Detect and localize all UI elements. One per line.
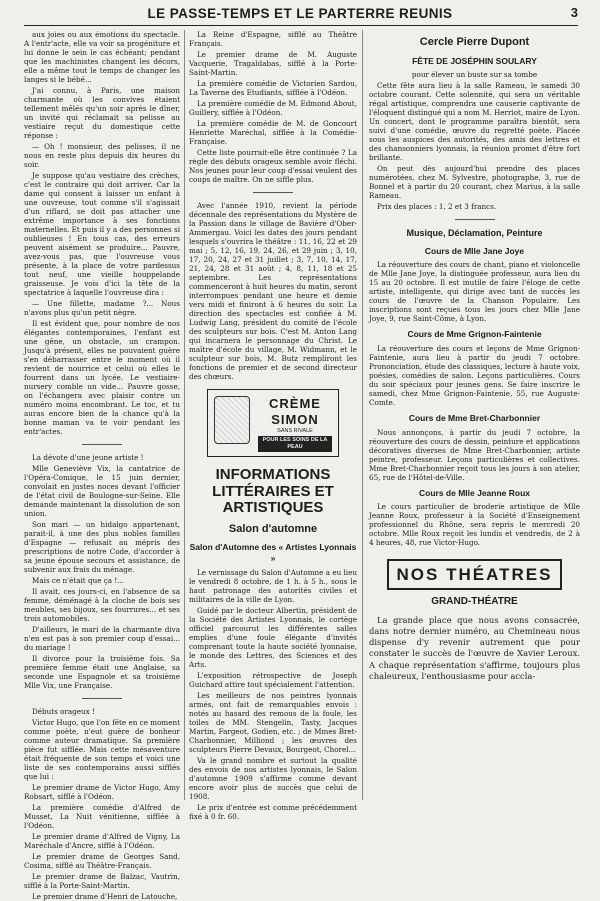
paragraph: Le premier drame de Balzac, Vautrin, sifflé à la Porte-Saint-Martin. xyxy=(24,872,180,890)
column-1 xyxy=(24,30,180,901)
section-title: INFORMATIONS LITTÉRAIRES ET ARTISTIQUES xyxy=(212,466,334,516)
paragraph: La Reine d'Espagne, sifflé au Théâtre Français. xyxy=(189,30,357,48)
paragraph: J'ai connu, à Paris, une maison charmante où les convives étaient tellement mêlés qu'un soir après le dîner, un invité qui réclamait sa pelisse au vestiaire reçut du domestique cette réponse : xyxy=(24,86,180,140)
paragraph: Le premier drame de Victor Hugo, Amy Robsart, sifflé à l'Odéon. xyxy=(24,783,180,801)
paragraph: — Oh ! monsieur, des pelisses, il ne nous en reste plus depuis dix heures du soir. xyxy=(24,142,180,169)
column-2 xyxy=(189,30,357,821)
cercle-title: Cercle Pierre Dupont xyxy=(419,36,530,48)
paragraph: Mlle Geneviève Vix, la cantatrice de l'Opéra-Comique, le 15 juin dernier, convolait en justes noces devant l'officier de l'état civil de Boulogne-sur-Seine. Elle demande maintenant la dissolution de son union. xyxy=(24,464,180,518)
paragraph: La réouverture des cours et leçons de Mme Grignon-Faintenie, aura lieu à partir du jeudi 7 octobre. Prononciation, étude des classiques, lecture à haute voix, poésies, comédies de salon. Leçons particulières. Cours du soir spéciaux pour jeunes gens. Se faire inscrire le samedi, chez Mme Grignon-Faintenie, 55, rue Auguste-Comte. xyxy=(369,343,580,407)
paragraph: Avec l'année 1910, revient la période décennale des représentations du Mystère de la Passion dans le village de Bavière d'Ober-Ammergau. Voici les dates des jours pendant lesquels s'ouvrira le théâtre : 11, 16, 22 et 29 mai ; 5, 12, 16, 19, 24, 26, et 29 juin ; 3, 10, 17, 20, 24, 27 et 31 juillet ; 3, 7, 10, 14, 17, 21, 24, 28 et 31 août ; 4, 8, 11, 18 et 25 septembre. Les représentations commenceront à huit heures du matin, seront interrompues pendant une heure et demie vers midi et finiront à 6 heures du soir. La direction des spectacles est confiée à M. Ludwig Lang, président du comité de l'école des sculpteurs sur bois. C'est M. Anton Lang qui incarnera le personnage du Christ. Le maître d'école du village, M. Widmann, et le sculpteur sur bois, M. Butz rempliront les fonctions de premier et de second directeur des chœurs. xyxy=(189,201,357,381)
paragraph: La dévote d'une jeune artiste ! xyxy=(32,453,144,462)
separator xyxy=(455,219,495,220)
paragraph: Le premier drame de M. Auguste Vacquerie, Tragaldabas, sifflé à la Porte-Saint-Martin. xyxy=(189,50,357,77)
fete-subtitle: pour élever un buste sur sa tombe xyxy=(411,70,538,80)
column-divider xyxy=(184,30,185,800)
paragraph: Cette liste pourrait-elle être continuée ? La règle des débuts orageux semble avoir fléchi. Nos jeunes pour leur coup d'essai veulent des coups de maître. On ne siffle plus. xyxy=(189,148,357,184)
separator xyxy=(253,192,293,193)
paragraph: La première comédie de M. de Goncourt Henriette Maréchal, sifflée à la Comédie-Française. xyxy=(189,119,357,146)
creme-simon-advertisement xyxy=(207,389,339,457)
paragraph: La réouverture des cours de chant, piano et violoncelle de Mlle Jane Joye, la distinguée professeur, aura lieu du 15 au 20 octobre. Il est inutile de faire l'éloge de cette artiste, intelligente, qui dirige avec tant de succès les cours de l'œuvre de la Chanson Populaire. Les inscriptions sont reçues tous les jours chez Mlle Jane Joye, 9, rue Saint-Côme, à Lyon. xyxy=(369,260,580,324)
paragraph: aux joies ou aux émotions du spectacle. A l'entr'acte, elle va voir sa progéniture et lui donne le sein le cas échéant; pendant que les machinistes changent les décors, elle a même tout le temps de changer les langes si le bébé... xyxy=(24,30,180,84)
paragraph: Cette fête aura lieu à la salle Rameau, le samedi 30 octobre courant. Cette solennité, qui sera un véritable régal artistique, comprendra une causerie captivante de l'éloquent distingué qui a nom M. Herriot, maire de Lyon. Un concert, dont le programme paraîtra bientôt, sera suivi d'une comédie, œuvre du regretté poète. Placée sous les auspices des autorités, des amis des lettres et des chansonniers lyonnais, la réunion promet d'être fort brillante. xyxy=(369,81,580,163)
paragraph: Son mari — un hidalgo appartenant, parait-il, à une des plus nobles familles d'Espagne — refusait au mépris des prescriptions de notre Code, d'accorder à sa jeune épouse secours et assistance, de subvenir aux frais du ménage. xyxy=(24,520,180,574)
column-divider xyxy=(362,30,363,800)
paragraph: Le prix d'entrée est comme précédemment fixé à 0 fr. 60. xyxy=(189,802,357,821)
cours-title: Cours de Mme Grignon-Faintenie xyxy=(407,329,542,340)
newspaper-title: LE PASSE-TEMPS ET LE PARTERRE REUNIS xyxy=(147,6,453,21)
paragraph: Le vernissage du Salon d'Automne a eu lieu le vendredi 8 octobre, de 1 h. à 5 h., sous le haut patronage des autorités civiles et militaires de la ville de Lyon. xyxy=(189,567,357,604)
page-number: 3 xyxy=(570,5,578,20)
paragraph: Il avait, ces jours-ci, en l'absence de sa femme, déménagé à la cloche de bois ses meubles, ses bijoux, ses fourrures... et ses trois automobiles. xyxy=(24,587,180,623)
paragraph: Le premier drame d'Henri de Latouche, xyxy=(32,892,178,901)
header-rule xyxy=(24,25,578,26)
cours-title: Cours de Mlle Jeanne Roux xyxy=(419,487,530,498)
paragraph: Va le grand nombre et surtout la qualité des envois de nos artistes lyonnais, le Salon d'automne 1909 s'affirme comme devant encore avoir plus de succès que celui de 1908. xyxy=(189,755,357,801)
paragraph: La grande place que nous avons consacrée, dans notre dernier numéro, au Chemineau nous dispense d'y revenir autrement que pour constater le succès de l'œuvre de Xavier Leroux. A chaque représentation s'affirme, toujours plus chaleureux, l'enthousiasme pour accla- xyxy=(369,614,580,681)
paragraph: La première comédie de M. Edmond About, Guillery, sifflée à l'Odéon. xyxy=(189,99,357,117)
paragraph: La première comédie de Victorien Sardou, La Taverne des Etudiants, sifflée à l'Odéon. xyxy=(189,79,357,97)
column-3 xyxy=(369,30,580,802)
paragraph: L'exposition rétrospective de Joseph Guichard attire tout spécialement l'attention. xyxy=(189,670,357,689)
ad-line-3: SANS RIVALE xyxy=(277,428,313,434)
ad-line-4: POUR LES SOINS DE LA PEAU xyxy=(258,436,332,452)
nos-theatres-title: NOS THÉATRES xyxy=(387,559,563,590)
jar-icon xyxy=(214,396,250,444)
paragraph: Le premier drame d'Alfred de Vigny, La Maréchale d'Ancre, sifflé à l'Odéon. xyxy=(24,832,180,850)
paragraph: Débuts orageux ! xyxy=(32,707,95,716)
paragraph: Nous annonçons, à partir du jeudi 7 octobre, la réouverture des cours de dessin, peinture et applications décoratives diverses de Mme Bret-Charbonnier, artiste peintre, professeur. Leçons particulières et collectives. Mme Bret-Charbonnier reçoit tous les jours à son atelier, 65, rue de l'Hôtel-de-Ville. xyxy=(369,427,580,482)
paragraph: Il est évident que, pour nombre de nos élégantes contemporaines, l'enfant est une gêne, un obstacle, un crampon. Jusqu'à présent, elles ne pouvaient guère s'en débarrasser entre le moment où il revient de nourrice et celui où elles le fourrent dans un lycée. Le vestiaire-nursery comble un vide... Pauvre gosse, on l'échangera avec plaisir contre un numéro moins encombrant. Le toc, et tu auras encore bien de la chance qu'à la bonne maman va te voir pendant les entr'actes. xyxy=(24,319,180,436)
paragraph: Victor Hugo, que l'on fête en ce moment comme poète, n'eut guère de bonheur comme auteur dramatique. Sa première pièce fut sifflée. Mais cette mésaventure était fréquente de son temps et voici une liste de ses contemporains aussi sifflés que lui : xyxy=(24,718,180,781)
paragraph: D'ailleurs, le mari de la charmante diva n'en est pas à son premier coup d'essai... du mariage ! xyxy=(24,625,180,652)
cours-title: Cours de Mlle Jane Joye xyxy=(424,245,525,256)
salon-subtitle: Salon d'Automne des « Artistes Lyonnais » xyxy=(189,542,357,563)
paragraph: Le premier drame de Georges Sand, Cosima, sifflé au Théâtre-Français. xyxy=(24,852,180,870)
ad-line-1: CRÈME xyxy=(269,396,321,411)
paragraph: Il divorce pour la troisième fois. Sa première femme était une Anglaise, sa seconde une Espagnole et sa troisième Mlle Vix, une Française. xyxy=(24,654,180,690)
musique-title: Musique, Déclamation, Peinture xyxy=(406,228,543,239)
paragraph: Je suppose qu'au vestiaire des crèches, c'est le contraire qui doit arriver. Car la dame qui consent à laisser un enfant à une ouvreuse, tout comme s'il s'agissait d'un riflard, se doit pas attacher une extrême importance à ses fonctions maternelles. Et puis il y a des personnes si oublieuses ! En tous cas, des erreurs peuvent aisément se produire... Pauvre, avez-vous pas, que l'ouvreuse vous présente, à la place de votre pardessus tout neuf, une vieille houppelande graisseuse. Je vois d'ici la tête de la spectatrice à laquelle l'ouvreuse dira : xyxy=(24,171,180,297)
paragraph: La première comédie d'Alfred de Musset, La Nuit vénitienne, sifflée à l'Odéon. xyxy=(24,803,180,830)
fete-title: FÊTE DE JOSÉPHIN SOULARY xyxy=(412,55,537,66)
paragraph: Guidé par le docteur Albertin, président de la Société des Artistes Lyonnais, le cortège officiel parcourut les différentes salles emplies d'une foule élégante d'invités comprenant toute la haute société lyonnaise, le monde des Lettres, des Sciences et des Arts. xyxy=(189,605,357,669)
separator xyxy=(82,444,122,445)
paragraph: On peut dès aujourd'hui prendre des places numérotées, chez M. Sylvestre, photographe, 3, rue de Bonnel et à partir du 20 courant, chez Marius, à la salle Rameau. xyxy=(369,164,580,201)
paragraph: — Une fillette, madame ?... Nous n'avons plus qu'un petit nègre. xyxy=(24,299,180,317)
paragraph: Prix des places : 1, 2 et 3 francs. xyxy=(377,202,497,212)
salon-title: Salon d'automne xyxy=(228,522,318,535)
cours-title: Cours de Mme Bret-Charbonnier xyxy=(408,412,541,423)
paragraph: Le cours particulier de broderie artistique de Mlle Jeanne Roux, professeur à la Société d'Enseignement professionnel du Rhône, sera repris le mercredi 20 octobre. Mlle Roux reçoit les lundis et vendredis, de 2 à 4 heures, 48, rue Victor-Hugo. xyxy=(369,502,580,548)
paragraph: Mais ce n'était que ça !... xyxy=(32,576,125,585)
page-header xyxy=(0,0,600,30)
grand-theatre-title: GRAND-THÉATRE xyxy=(431,596,518,608)
nos-theatres-banner xyxy=(369,559,580,590)
separator xyxy=(82,698,122,699)
paragraph: Les meilleurs de nos peintres lyonnais armés, ont fait de remarquables envois : notés au hasard des remous de la foule, les toiles de MM. Stengelin, Tasty, Jacques Martin, Fargeot, Godien, etc. ; de Mmes Bret-Charbonnier, Milliond ; les œuvres des sculpteurs Pierre Devaux, Bourgeot, Chorel... xyxy=(189,690,357,754)
ad-line-2: SIMON xyxy=(271,412,319,427)
